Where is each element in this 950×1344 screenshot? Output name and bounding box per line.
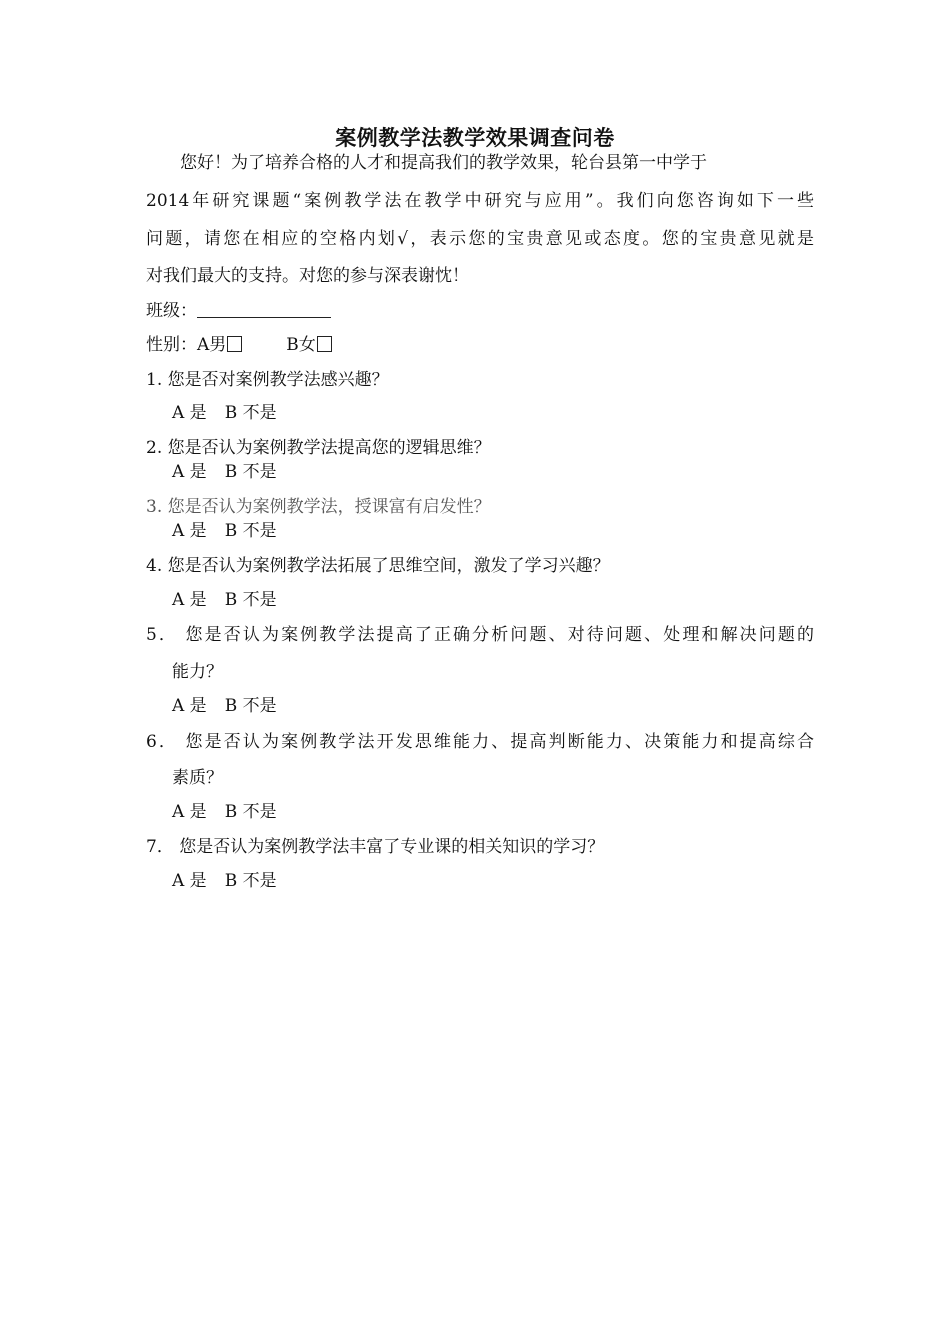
intro-line-2: 2014年研究课题“案例教学法在教学中研究与应用”。我们向您咨询如下一些 (146, 191, 814, 211)
question-5-option-b[interactable]: B 不是 (224, 696, 277, 716)
gender-label: 性别： (146, 335, 197, 355)
gender-option-a-label: A男 (197, 335, 227, 355)
question-3-option-b[interactable]: B 不是 (224, 521, 277, 541)
question-7: 7． 您是否认为案例教学法丰富了专业课的相关知识的学习？ (146, 837, 605, 857)
question-2-option-a[interactable]: A 是 (172, 462, 207, 482)
question-3-option-a[interactable]: A 是 (172, 521, 207, 541)
question-5-line-2: 能力？ (172, 662, 223, 682)
question-6-option-a[interactable]: A 是 (172, 802, 207, 822)
question-7-option-a[interactable]: A 是 (172, 871, 207, 891)
gender-male-checkbox[interactable] (227, 336, 242, 352)
question-4-option-a[interactable]: A 是 (172, 590, 207, 610)
question-4: 4. 您是否认为案例教学法拓展了思维空间，激发了学习兴趣？ (146, 556, 610, 576)
gender-female-checkbox[interactable] (317, 336, 332, 352)
question-2-option-b[interactable]: B 不是 (224, 462, 277, 482)
gender-field (146, 334, 332, 356)
question-5-options (172, 695, 277, 717)
class-field (146, 300, 331, 322)
question-6-options (172, 801, 277, 823)
question-1-options (172, 402, 277, 424)
question-4-option-b[interactable]: B 不是 (224, 590, 277, 610)
gender-option-b-label: B女 (286, 335, 316, 355)
question-6-line-1: 6． 您是否认为案例教学法开发思维能力、提高判断能力、决策能力和提高综合 (146, 732, 814, 752)
intro-line-4: 对我们最大的支持。对您的参与深表谢忱！ (146, 266, 469, 286)
question-1: 1. 您是否对案例教学法感兴趣？ (146, 370, 389, 390)
question-1-option-b[interactable]: B 不是 (224, 403, 277, 423)
question-5-line-1: 5． 您是否认为案例教学法提高了正确分析问题、对待问题、处理和解决问题的 (146, 625, 814, 645)
intro-line-3: 问题，请您在相应的空格内划√，表示您的宝贵意见或态度。您的宝贵意见就是 (146, 229, 814, 249)
question-6-line-2: 素质？ (172, 768, 223, 788)
question-7-options (172, 870, 277, 892)
question-7-option-b[interactable]: B 不是 (224, 871, 277, 891)
class-blank-line[interactable] (197, 301, 331, 318)
class-label: 班级： (146, 301, 197, 321)
question-1-option-a[interactable]: A 是 (172, 403, 207, 423)
question-2-options (172, 461, 277, 483)
page-title: 案例教学法教学效果调查问卷 (335, 125, 615, 150)
intro-line-1: 您好！为了培养合格的人才和提高我们的教学效果，轮台县第一中学于 (180, 153, 707, 173)
question-6-option-b[interactable]: B 不是 (224, 802, 277, 822)
question-2: 2. 您是否认为案例教学法提高您的逻辑思维？ (146, 438, 491, 458)
question-4-options (172, 589, 277, 611)
question-5-option-a[interactable]: A 是 (172, 696, 207, 716)
question-3: 3. 您是否认为案例教学法，授课富有启发性？ (146, 497, 491, 517)
question-3-options (172, 520, 277, 542)
